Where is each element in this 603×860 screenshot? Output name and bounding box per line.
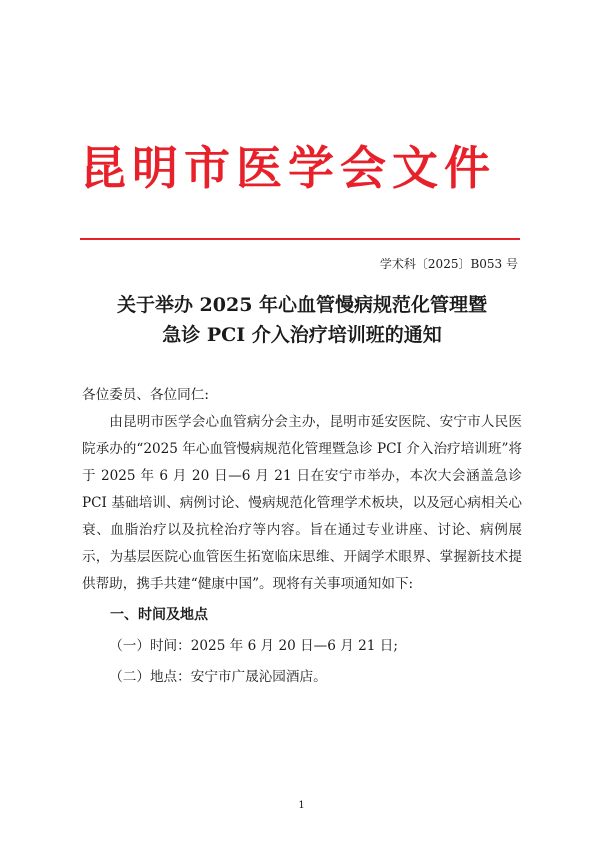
item-location: （二）地点：安宁市广晟沁园酒店。	[109, 669, 327, 685]
salutation: 各位委员、各位同仁:	[82, 387, 209, 403]
item-time: （一）时间：2025 年 6 月 20 日—6 月 21 日;	[109, 638, 398, 654]
section-heading-time-location: 一、时间及地点	[110, 607, 208, 623]
notice-title	[80, 290, 524, 350]
notice-title-line-1: 关于举办 2025 年心血管慢病规范化管理暨	[116, 294, 488, 316]
document-body	[82, 382, 522, 691]
document-number: 学术科〔2025〕B053 号	[379, 257, 518, 271]
notice-title-line-2: 急诊 PCI 介入治疗培训班的通知	[162, 324, 442, 346]
header-divider	[80, 238, 520, 240]
page-number: 1	[298, 800, 305, 811]
intro-paragraph: 由昆明市医学会心血管病分会主办，昆明市延安医院、安宁市人民医院承办的“2025 年心血管慢病规范化管理暨急诊 PCI 介入治疗培训班”将于 2025 年 6 月 20 日—6 月 21 日在安宁市举办，本次大会涵盖急诊 PCI 基础培训、病例讨论、慢病规范化管理学术板块，以及冠心病相关心衰、血脂治疗以及抗栓治疗等内容。旨在通过专业讲座、讨论、病例展示，为基层医院心血管医生拓宽临床思维、开阔学术眼界、掌握新技术提供帮助，携手共建“健康中国”。现将有关事项通知如下:	[82, 414, 522, 592]
document-header-title: 昆明市医学会文件	[80, 141, 496, 195]
